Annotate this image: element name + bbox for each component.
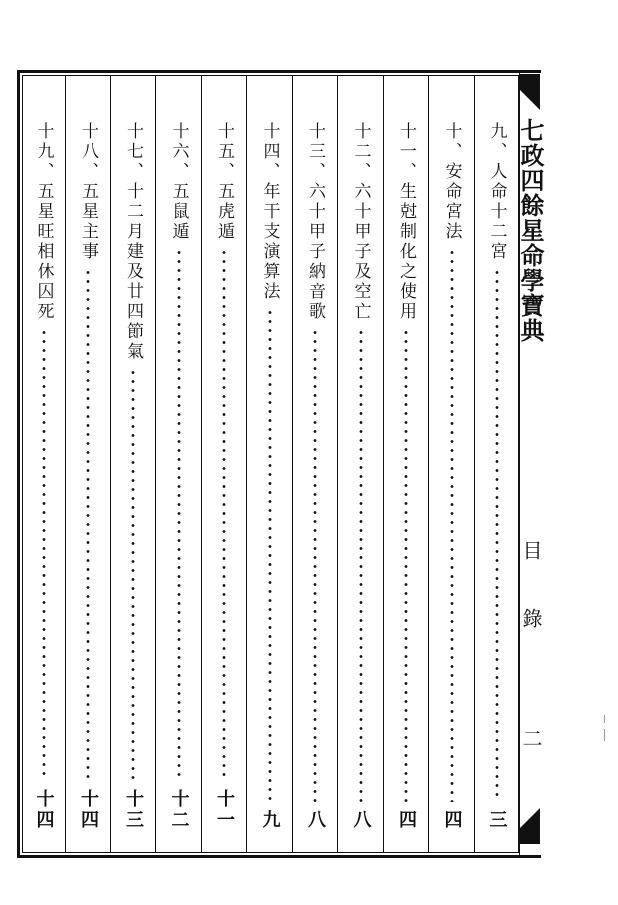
toc-entry-page: 四	[396, 810, 417, 831]
toc-entry-2	[429, 75, 475, 853]
toc-entry-page: 十三	[123, 789, 144, 831]
toc-entry-11	[22, 75, 66, 853]
toc-entry-10	[66, 75, 111, 853]
toc-leader-dots	[222, 248, 226, 781]
toc-entry-page: 十二	[168, 789, 190, 831]
toc-entry-title: 十、安命宮法	[441, 122, 462, 242]
toc-entry-title: 十五、五虎遁	[214, 122, 234, 242]
toc-leader-dots	[495, 268, 499, 802]
fishtail-bottom-ornament	[519, 806, 541, 846]
toc-entry-title: 九、人命十二宮	[486, 122, 507, 262]
scan-edge-mark	[604, 715, 606, 745]
toc-entry-title: 十九、五星旺相休囚死	[33, 122, 54, 322]
toc-entry-page: 十一	[214, 789, 235, 831]
toc-entry-3	[384, 75, 429, 853]
toc-entry-page: 八	[350, 810, 372, 831]
book-title: 七政四餘星命學寶典	[516, 118, 545, 343]
toc-entry-5	[293, 75, 338, 853]
toc-entry-8	[156, 75, 202, 853]
toc-entry-page: 四	[441, 810, 463, 831]
toc-entry-4	[338, 75, 384, 853]
toc-leader-dots	[131, 368, 135, 781]
toc-leader-dots	[42, 328, 46, 781]
toc-entry-title: 十三、六十甲子納音歌	[305, 122, 325, 322]
toc-entry-page: 十四	[33, 789, 55, 831]
toc-leader-dots	[313, 328, 317, 802]
toc-entry-title: 十一、生尅制化之使用	[396, 122, 416, 322]
spine-page-number: 二	[519, 728, 543, 748]
toc-leader-dots	[268, 308, 272, 802]
toc-entry-title: 十四、年干支演算法	[259, 122, 280, 302]
toc-entry-page: 九	[259, 810, 281, 831]
toc-entry-9	[111, 75, 156, 853]
toc-entry-title: 十八、五星主事	[78, 122, 98, 262]
toc-entry-6	[247, 75, 293, 853]
toc-entry-7	[202, 75, 247, 853]
toc-entry-title: 十二、六十甲子及空亡	[350, 122, 371, 322]
toc-leader-dots	[404, 328, 408, 802]
toc-leader-dots	[177, 248, 181, 781]
toc-leader-dots	[86, 268, 90, 781]
toc-entry-1	[475, 75, 519, 853]
toc-entry-page: 八	[305, 810, 326, 831]
toc-entry-page: 三	[486, 810, 508, 831]
toc-entry-title: 十六、五鼠遁	[168, 122, 189, 242]
fishtail-top-ornament	[519, 72, 541, 112]
toc-entry-page: 十四	[78, 789, 99, 831]
toc-entry-title: 十七、十二月建及廿四節氣	[123, 122, 143, 362]
toc-leader-dots	[450, 248, 454, 802]
section-label: 目錄	[519, 540, 543, 676]
toc-leader-dots	[359, 328, 363, 802]
